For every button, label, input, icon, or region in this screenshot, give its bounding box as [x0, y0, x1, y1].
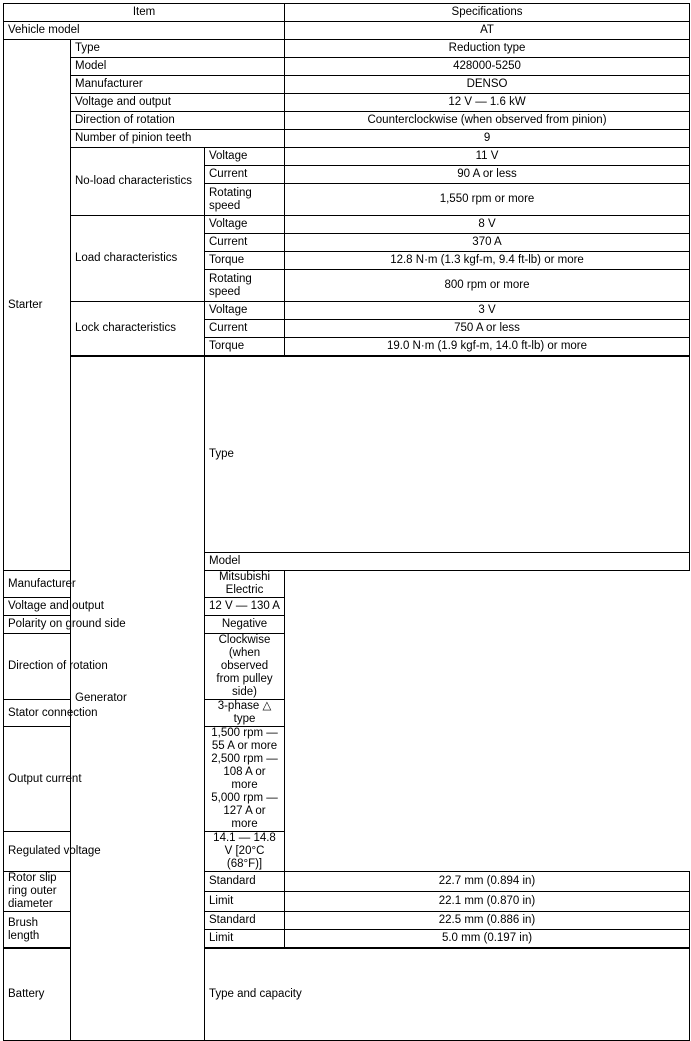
sub-label: Current	[205, 166, 285, 184]
slip-ring-group-label: Rotor slip ring outer diameter	[4, 872, 71, 912]
table-row	[4, 94, 690, 112]
spec-label: Voltage and output	[71, 94, 285, 112]
sub-label: Voltage	[205, 302, 285, 320]
spec-value: 12 V — 130 A	[205, 598, 285, 616]
header-item: Item	[4, 4, 285, 22]
spec-label: Model	[205, 553, 690, 571]
lock-group-label: Lock characteristics	[71, 302, 205, 357]
spec-label: Stator connection	[4, 700, 205, 727]
table-row	[4, 832, 690, 872]
spec-value: DENSO	[285, 76, 690, 94]
spec-value: 750 A or less	[285, 320, 690, 338]
sub-label: Standard	[205, 912, 285, 930]
sub-label: Standard	[205, 872, 285, 892]
sub-label: Rotating speed	[205, 184, 285, 216]
spec-value: 3 V	[285, 302, 690, 320]
output-current-line: 5,000 rpm — 127 A or more	[211, 792, 278, 830]
spec-value: 3-phase △ type	[205, 700, 285, 727]
table-row	[4, 76, 690, 94]
spec-value: 5.0 mm (0.197 in)	[285, 930, 690, 949]
specifications-table	[3, 3, 690, 1041]
spec-label: Model	[71, 58, 285, 76]
spec-label: Polarity on ground side	[4, 616, 205, 634]
table-row	[4, 634, 690, 700]
spec-value: 22.5 mm (0.886 in)	[285, 912, 690, 930]
sub-label: Current	[205, 234, 285, 252]
header-specifications: Specifications	[285, 4, 690, 22]
vehicle-model-value: AT	[285, 22, 690, 40]
brush-group-label: Brush length	[4, 912, 71, 949]
table-row	[4, 302, 690, 320]
spec-label: Type	[71, 40, 285, 58]
table-row	[4, 58, 690, 76]
spec-value: 1,550 rpm or more	[285, 184, 690, 216]
spec-value: Negative	[205, 616, 285, 634]
sub-label: Voltage	[205, 216, 285, 234]
generator-section-label: Generator	[71, 356, 205, 1041]
output-current-line: 1,500 rpm — 55 A or more	[211, 727, 278, 752]
spec-value: 22.7 mm (0.894 in)	[285, 872, 690, 892]
spec-value: Counterclockwise (when observed from pinion)	[285, 112, 690, 130]
table-row	[4, 216, 690, 234]
spec-value: 19.0 N·m (1.9 kgf-m, 14.0 ft-lb) or more	[285, 338, 690, 357]
spec-label: Voltage and output	[4, 598, 205, 616]
header-row	[4, 4, 690, 22]
spec-value: 11 V	[285, 148, 690, 166]
spec-label: Type and capacity	[205, 948, 690, 1041]
spec-label: Manufacturer	[4, 571, 205, 598]
sub-label: Voltage	[205, 148, 285, 166]
spec-value: 9	[285, 130, 690, 148]
table-row	[4, 22, 690, 40]
spec-value: 90 A or less	[285, 166, 690, 184]
spec-label: Output current	[4, 727, 205, 832]
spec-label: Regulated voltage	[4, 832, 205, 872]
load-group-label: Load characteristics	[71, 216, 205, 302]
spec-value: 370 A	[285, 234, 690, 252]
spec-value: 12.8 N·m (1.3 kgf-m, 9.4 ft-lb) or more	[285, 252, 690, 270]
output-current-values	[205, 727, 285, 832]
spec-value: Mitsubishi Electric	[205, 571, 285, 598]
table-row	[4, 616, 690, 634]
spec-value: 14.1 — 14.8 V [20°C (68°F)]	[205, 832, 285, 872]
spec-label: Direction of rotation	[71, 112, 285, 130]
spec-label: Number of pinion teeth	[71, 130, 285, 148]
spec-label: Manufacturer	[71, 76, 285, 94]
sub-label: Torque	[205, 252, 285, 270]
table-row	[4, 727, 690, 832]
table-row	[4, 148, 690, 166]
sub-label: Limit	[205, 892, 285, 912]
spec-label: Direction of rotation	[4, 634, 205, 700]
table-row	[4, 130, 690, 148]
spec-label: Type	[205, 356, 690, 553]
spec-value: 800 rpm or more	[285, 270, 690, 302]
spec-value: 428000-5250	[285, 58, 690, 76]
spec-value: 22.1 mm (0.870 in)	[285, 892, 690, 912]
table-row	[4, 356, 690, 553]
battery-section-label: Battery	[4, 948, 71, 1041]
spec-value: 12 V — 1.6 kW	[285, 94, 690, 112]
spec-value: 8 V	[285, 216, 690, 234]
sub-label: Rotating speed	[205, 270, 285, 302]
sub-label: Torque	[205, 338, 285, 357]
sub-label: Limit	[205, 930, 285, 949]
sub-label: Current	[205, 320, 285, 338]
starter-section-label: Starter	[4, 40, 71, 571]
table-row	[4, 571, 690, 598]
spec-value: Clockwise (when observed from pulley side)	[205, 634, 285, 700]
output-current-line: 2,500 rpm — 108 A or more	[211, 753, 278, 791]
table-row	[4, 112, 690, 130]
no-load-group-label: No-load characteristics	[71, 148, 205, 216]
table-row	[4, 598, 690, 616]
spec-value: Reduction type	[285, 40, 690, 58]
table-row	[4, 40, 690, 58]
vehicle-model-label: Vehicle model	[4, 22, 285, 40]
